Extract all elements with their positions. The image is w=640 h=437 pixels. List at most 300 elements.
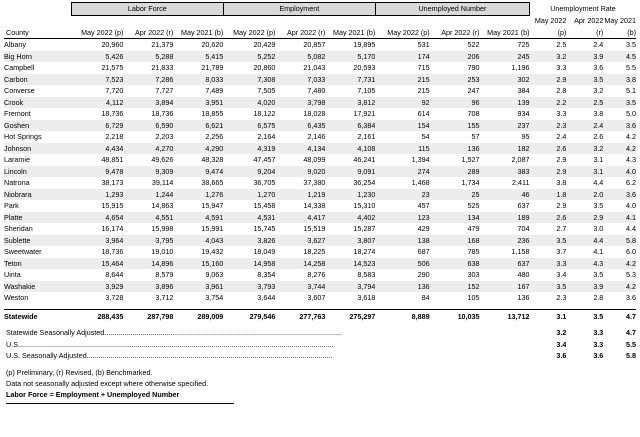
cell-value: 3,744 <box>275 281 325 293</box>
cell-value: 637 <box>480 258 530 270</box>
cell-value: 3,728 <box>105 293 124 302</box>
cell-value: 3,929 <box>71 281 123 293</box>
cell-value: 5,288 <box>123 51 173 63</box>
cell-county: Washakie <box>4 281 71 293</box>
cell-value: 522 <box>467 40 480 49</box>
cell-value: 7,033 <box>275 74 325 86</box>
cell-value: 2.9 <box>556 201 567 210</box>
cell-value: 3.2 <box>530 51 567 63</box>
cell-value: 5.5 <box>626 63 636 72</box>
cell-county: Natrona <box>4 178 30 187</box>
cell-value: 15,998 <box>151 224 174 233</box>
cell-value: 46 <box>480 189 530 201</box>
cell-value: 154 <box>375 120 429 132</box>
table-body <box>4 3 636 362</box>
cell-value: 5,082 <box>275 51 325 63</box>
cell-value: 4,417 <box>275 212 325 224</box>
cell-value: 1,244 <box>123 189 173 201</box>
cell-value: 785 <box>467 247 480 256</box>
cell-value: 4.1 <box>603 212 636 224</box>
cell-value: 6.0 <box>626 247 636 256</box>
column-header-rate-b: (b) <box>603 27 636 39</box>
cell-value: 49,626 <box>151 155 174 164</box>
cell-value: 3,795 <box>123 235 173 247</box>
cell-value: 4.4 <box>626 224 636 233</box>
cell-value: 8,889 <box>375 309 429 322</box>
cell-value: 2,218 <box>105 132 124 141</box>
cell-value: 638 <box>430 258 480 270</box>
cell-value: 1,527 <box>461 155 480 164</box>
cell-value: 1,293 <box>71 189 123 201</box>
cell-value: 15,947 <box>201 201 224 210</box>
cell-value: 3.5 <box>593 270 604 279</box>
cell-value: 6,621 <box>173 120 223 132</box>
cell-county: Platte <box>4 212 71 224</box>
cell-value: 3,607 <box>307 293 326 302</box>
cell-value: 48,099 <box>303 155 326 164</box>
subheader-top-5 <box>275 15 325 27</box>
cell-value: 9,020 <box>275 166 325 178</box>
cell-county: Crook <box>4 97 71 109</box>
cell-value: 3,896 <box>123 281 173 293</box>
cell-value: 2.5 <box>566 97 603 109</box>
cell-value: 4,551 <box>123 212 173 224</box>
cell-value: 3.6 <box>556 351 567 360</box>
cell-value: 506 <box>375 258 429 270</box>
cell-value: 7,105 <box>357 86 376 95</box>
cell-value: 3,627 <box>275 235 325 247</box>
cell-value: 4,434 <box>71 143 123 155</box>
cell-value: 1,196 <box>511 63 530 72</box>
cell-value: 9,309 <box>123 166 173 178</box>
cell-value: 3.2 <box>556 328 567 337</box>
cell-value: 3.5 <box>530 281 567 293</box>
cell-value: 46,241 <box>353 155 376 164</box>
table-row <box>4 85 636 97</box>
cell-value: 384 <box>517 86 530 95</box>
cell-value: 5,252 <box>223 51 275 63</box>
column-header-lf-may-2022: May 2022 (p) <box>71 27 123 39</box>
cell-value: 274 <box>375 166 429 178</box>
subheader-top-row <box>4 15 636 27</box>
cell-value: 3.3 <box>556 63 567 72</box>
cell-value: 383 <box>480 166 530 178</box>
table-row <box>4 269 636 281</box>
group-header-unemployment-rate: Unemployment Rate <box>530 3 637 16</box>
subheader-top-3 <box>173 15 223 27</box>
table-row <box>4 166 636 178</box>
cell-value: 3.9 <box>566 281 603 293</box>
cell-value: 1.8 <box>530 189 567 201</box>
cell-value: 38,665 <box>201 178 224 187</box>
cell-value: 36,705 <box>253 178 276 187</box>
cell-value: 6,590 <box>123 120 173 132</box>
cell-value: 2,146 <box>307 132 326 141</box>
cell-value: 18,736 <box>101 109 124 118</box>
cell-value: 3,644 <box>257 293 276 302</box>
cell-value: 7,480 <box>307 86 326 95</box>
cell-value: 47,457 <box>253 155 276 164</box>
cell-county: Johnson <box>4 143 71 155</box>
cell-value: 7,720 <box>105 86 124 95</box>
cell-value: 1,734 <box>461 178 480 187</box>
cell-value: 2,256 <box>205 132 224 141</box>
cell-value: 4.4 <box>593 178 604 187</box>
cell-value: 14,338 <box>303 201 326 210</box>
cell-value: 9,063 <box>205 270 224 279</box>
cell-value: 288,435 <box>71 309 123 322</box>
cell-value: 7,727 <box>155 86 174 95</box>
cell-value: 18,049 <box>253 247 276 256</box>
cell-value: 3,712 <box>155 293 174 302</box>
cell-value: 4,043 <box>173 235 223 247</box>
cell-value: 3.6 <box>603 189 636 201</box>
cell-value: 704 <box>517 224 530 233</box>
column-header-rate-r: (r) <box>566 27 603 39</box>
cell-value: 136 <box>517 293 530 302</box>
cell-value: 6,384 <box>325 120 375 132</box>
cell-value: 3.2 <box>593 86 604 95</box>
cell-value: 2.6 <box>593 132 604 141</box>
cell-value: 3.8 <box>603 74 636 86</box>
cell-value: 479 <box>467 224 480 233</box>
table-row <box>4 281 636 293</box>
cell-value: 105 <box>467 293 480 302</box>
subheader-top-4 <box>223 15 275 27</box>
cell-value: 8,033 <box>173 74 223 86</box>
cell-value: 4,654 <box>71 212 123 224</box>
cell-value: 3.5 <box>593 201 604 210</box>
cell-value: 4,270 <box>123 143 173 155</box>
cell-value: 289 <box>430 166 480 178</box>
cell-value: 2,411 <box>512 178 530 187</box>
cell-value: 4,531 <box>223 212 275 224</box>
cell-value: 8,354 <box>257 270 276 279</box>
cell-value: 2,087 <box>511 155 530 164</box>
cell-value: 4,108 <box>325 143 375 155</box>
cell-value: 3,618 <box>357 293 376 302</box>
cell-county: Campbell <box>4 63 35 72</box>
cell-value: 457 <box>417 201 430 210</box>
cell-value: 54 <box>421 132 430 141</box>
cell-value: 20,960 <box>101 40 124 49</box>
column-header-lf-may-2021: May 2021 (b) <box>173 27 223 39</box>
cell-value: 167 <box>480 281 530 293</box>
cell-value: 2.6 <box>530 143 567 155</box>
cell-value: 4.2 <box>603 258 636 270</box>
cell-value: 15,991 <box>201 224 224 233</box>
cell-value: 9,091 <box>325 166 375 178</box>
cell-value: 287,798 <box>123 309 173 322</box>
cell-value: 215 <box>417 86 430 95</box>
cell-county: Weston <box>4 293 29 302</box>
cell-value: 25 <box>430 189 480 201</box>
cell-value: 18,225 <box>303 247 326 256</box>
cell-value: 3,794 <box>325 281 375 293</box>
cell-value: 3,964 <box>71 235 123 247</box>
cell-county: Big Horn <box>4 51 71 63</box>
cell-value: 5.5 <box>626 339 636 349</box>
cell-value: 2.0 <box>566 189 603 201</box>
cell-value: 21,379 <box>151 40 174 49</box>
column-header-lf-apr-2022: Apr 2022 (r) <box>123 27 173 39</box>
cell-value: 1,276 <box>173 189 223 201</box>
cell-value: 15,915 <box>101 201 124 210</box>
cell-value: 687 <box>417 247 430 256</box>
group-header-blank <box>4 3 71 16</box>
cell-value: 15,745 <box>253 224 276 233</box>
subheader-top-blank <box>4 15 71 27</box>
cell-value: 3.2 <box>566 143 603 155</box>
cell-value: 134 <box>430 212 480 224</box>
cell-value: 14,896 <box>123 258 173 270</box>
cell-value: 4,020 <box>223 97 275 109</box>
cell-county: Albany <box>4 40 26 49</box>
cell-value: 6,575 <box>223 120 275 132</box>
group-header-employment: Employment <box>223 3 375 16</box>
subheader-row <box>4 27 636 39</box>
cell-value: 4,290 <box>173 143 223 155</box>
cell-value: 19,010 <box>151 247 174 256</box>
cell-value: 4,134 <box>275 143 325 155</box>
cell-value: 2,164 <box>257 132 276 141</box>
cell-value: 3.5 <box>566 74 603 86</box>
cell-value: 637 <box>517 201 530 210</box>
cell-county: Park <box>4 201 19 210</box>
cell-value: 715 <box>417 63 430 72</box>
cell-value: 4.2 <box>626 132 636 141</box>
cell-value: 4,591 <box>173 212 223 224</box>
cell-value: 7,505 <box>257 86 276 95</box>
cell-value: 4.1 <box>593 247 604 256</box>
cell-value: 7,286 <box>123 74 173 86</box>
cell-value: 3.8 <box>556 178 567 187</box>
cell-value: 6.2 <box>626 178 636 187</box>
cell-value: 4,402 <box>325 212 375 224</box>
cell-value: 1,219 <box>275 189 325 201</box>
cell-value: 189 <box>480 212 530 224</box>
cell-value: 275,297 <box>325 309 375 322</box>
cell-county: Laramie <box>4 155 30 164</box>
cell-value: 1,270 <box>223 189 275 201</box>
footer-divider <box>6 403 234 404</box>
cell-value: 3.5 <box>530 235 567 247</box>
cell-county: Goshen <box>4 120 71 132</box>
cell-value: 15,287 <box>353 224 376 233</box>
cell-value: 2,203 <box>155 132 174 141</box>
cell-value: 8,579 <box>155 270 174 279</box>
cell-value: 277,763 <box>275 309 325 322</box>
footer-label: U.S.............................................................................................................................................................. <box>6 339 334 349</box>
cell-value: 2.4 <box>556 132 567 141</box>
cell-value: 3,961 <box>173 281 223 293</box>
cell-value: 3.4 <box>556 270 567 279</box>
cell-value: 21,575 <box>101 63 124 72</box>
cell-value: 3,793 <box>223 281 275 293</box>
cell-county: Carbon <box>4 74 71 86</box>
cell-value: 2.5 <box>556 40 567 49</box>
cell-value: 4.3 <box>566 258 603 270</box>
cell-value: 138 <box>375 235 429 247</box>
cell-county: Sublette <box>4 235 71 247</box>
cell-value: 3.0 <box>593 224 604 233</box>
us-seasonally-adjusted-row <box>4 350 636 362</box>
cell-value: 14,863 <box>151 201 174 210</box>
cell-value: 5.3 <box>626 270 636 279</box>
cell-value: 934 <box>517 109 530 118</box>
cell-value: 136 <box>430 143 480 155</box>
cell-value: 3.3 <box>593 328 604 337</box>
cell-value: 15,160 <box>173 258 223 270</box>
cell-value: 4.5 <box>603 51 636 63</box>
cell-value: 7,731 <box>325 74 375 86</box>
footnote-seasonal-adjustment: Data not seasonally adjusted except where otherwise specified. <box>6 378 209 388</box>
cell-value: 15,519 <box>303 224 326 233</box>
cell-value: 247 <box>467 86 480 95</box>
subheader-top-2 <box>123 15 173 27</box>
cell-value: 21,789 <box>201 63 224 72</box>
cell-value: 2.7 <box>556 224 567 233</box>
cell-value: 3,826 <box>223 235 275 247</box>
cell-value: 3.1 <box>593 155 604 164</box>
cell-value: 48,328 <box>201 155 224 164</box>
cell-value: 3.6 <box>626 293 636 302</box>
cell-value: 18,028 <box>303 109 326 118</box>
subheader-top-1 <box>71 15 123 27</box>
group-header-labor-force: Labor Force <box>71 3 223 16</box>
cell-value: 525 <box>467 201 480 210</box>
cell-value: 15,458 <box>253 201 276 210</box>
cell-county: Fremont <box>4 109 31 118</box>
cell-county: Teton <box>4 258 71 270</box>
cell-value: 4.0 <box>603 166 636 178</box>
cell-value: 3.5 <box>626 40 636 49</box>
cell-value: 155 <box>430 120 480 132</box>
subheader-top-apr-2022: Apr 2022 <box>574 16 604 25</box>
table-row <box>4 292 636 304</box>
worksheet <box>0 2 640 437</box>
cell-county: Converse <box>4 86 35 95</box>
cell-value: 3,812 <box>325 97 375 109</box>
cell-value: 182 <box>480 143 530 155</box>
cell-value: 236 <box>480 235 530 247</box>
statewide-seasonally-adjusted-row <box>4 327 636 339</box>
cell-value: 4.7 <box>603 309 636 322</box>
cell-value: 2.9 <box>556 155 567 164</box>
cell-value: 3.5 <box>603 97 636 109</box>
cell-value: 5,426 <box>71 51 123 63</box>
cell-value: 3.6 <box>603 120 636 132</box>
cell-value: 4.2 <box>603 281 636 293</box>
cell-value: 3.3 <box>530 258 567 270</box>
table-row <box>4 223 636 235</box>
cell-value: 19,432 <box>201 247 224 256</box>
cell-value: 115 <box>375 143 429 155</box>
cell-value: 3.8 <box>593 109 604 118</box>
cell-value: 18,122 <box>253 109 276 118</box>
column-header-unemp-may-2022: May 2022 (p) <box>375 27 429 39</box>
cell-value: 18,736 <box>151 109 174 118</box>
cell-value: 14,958 <box>223 258 275 270</box>
cell-value: 92 <box>375 97 429 109</box>
table-row <box>4 108 636 120</box>
cell-value: 3.9 <box>566 51 603 63</box>
cell-value: 2.9 <box>530 166 567 178</box>
statewide-total-row <box>4 309 636 322</box>
cell-value: 18,736 <box>101 247 124 256</box>
cell-value: 3.7 <box>556 247 567 256</box>
cell-value: 531 <box>417 40 430 49</box>
cell-county: Uinta <box>4 270 21 279</box>
cell-value: 18,274 <box>353 247 376 256</box>
group-header-unemployed-number: Unemployed Number <box>375 3 529 16</box>
footer-label: U.S. Seasonally Adjusted........................................................................................................................... <box>6 351 333 360</box>
cell-value: 14,523 <box>325 258 375 270</box>
cell-value: 2.8 <box>593 293 604 302</box>
cell-value: 3.1 <box>566 166 603 178</box>
cell-value: 19,895 <box>353 40 376 49</box>
table-row <box>4 39 636 51</box>
cell-value: 1,230 <box>325 189 375 201</box>
footer-label: Statewide Seasonally Adjusted....................................................................................................................... <box>6 328 342 337</box>
footnote-definitions: (p) Preliminary, (r) Revised, (b) Benchmarked. <box>6 367 153 377</box>
cell-value: 17,921 <box>353 109 376 118</box>
subheader-top-may-2021: May 2021 <box>604 16 636 25</box>
table-row <box>4 51 636 63</box>
cell-value: 5.0 <box>626 109 636 118</box>
cell-county: Sweetwater <box>4 247 42 256</box>
cell-value: 2.3 <box>530 120 567 132</box>
cell-value: 3,894 <box>123 97 173 109</box>
column-header-county: County <box>4 27 71 39</box>
cell-value: 2.8 <box>556 86 567 95</box>
table-row <box>4 120 636 132</box>
footnotes <box>6 367 640 401</box>
cell-value: 15,310 <box>353 201 376 210</box>
cell-value: 1,394 <box>411 155 430 164</box>
cell-value: 725 <box>517 40 530 49</box>
cell-value: 8,276 <box>307 270 326 279</box>
table-row <box>4 200 636 212</box>
cell-value: 7,523 <box>71 74 123 86</box>
cell-value: 4.3 <box>626 155 636 164</box>
cell-value: 23 <box>375 189 429 201</box>
cell-value: 21,833 <box>151 63 174 72</box>
table-row <box>4 258 636 270</box>
cell-value: 20,857 <box>303 40 326 49</box>
cell-value: 38,173 <box>101 178 124 187</box>
cell-value: 123 <box>375 212 429 224</box>
cell-value: 10,035 <box>430 309 480 322</box>
table-row <box>4 74 636 86</box>
subheader-top-7 <box>375 15 429 27</box>
cell-value: 3,754 <box>205 293 224 302</box>
cell-value: 5.8 <box>626 351 636 360</box>
cell-value: 39,114 <box>151 178 174 187</box>
cell-value: 37,380 <box>303 178 326 187</box>
column-header-unemp-apr-2022: Apr 2022 (r) <box>430 27 480 39</box>
labor-force-table <box>4 2 636 362</box>
cell-value: 5.1 <box>626 86 636 95</box>
cell-value: 9,204 <box>223 166 275 178</box>
column-header-emp-may-2022: May 2022 (p) <box>223 27 275 39</box>
cell-value: 3.1 <box>530 309 567 322</box>
cell-value: 21,043 <box>303 63 326 72</box>
cell-value: 429 <box>417 224 430 233</box>
cell-value: 279,546 <box>223 309 275 322</box>
cell-value: 136 <box>375 281 429 293</box>
cell-value: 3.6 <box>593 63 604 72</box>
